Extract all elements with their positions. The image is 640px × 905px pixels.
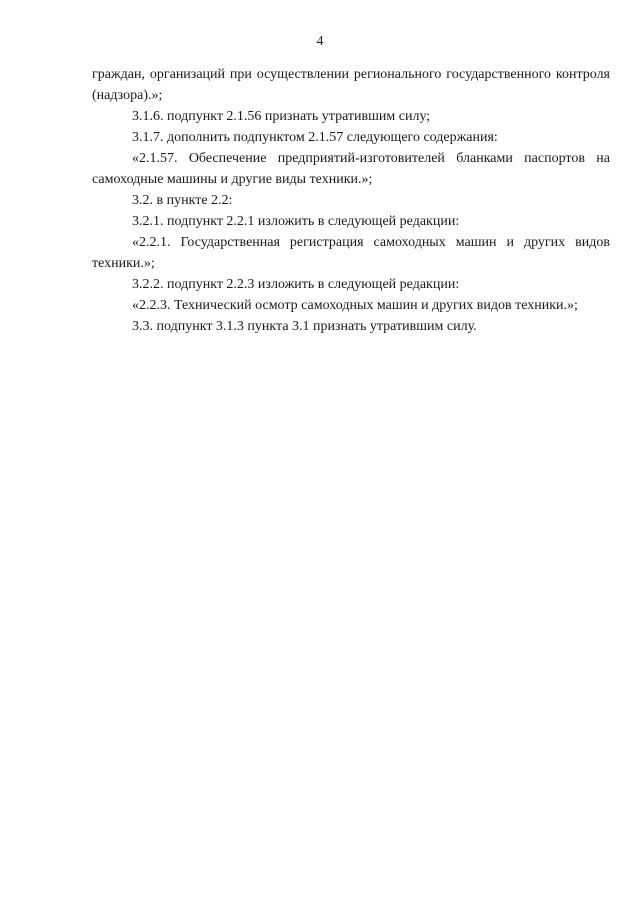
document-body [92,64,610,337]
paragraph-3-2-2: 3.2.2. подпункт 2.2.3 изложить в следующей редакции: [132,277,460,292]
paragraph-3-1-6: 3.1.6. подпункт 2.1.56 признать утратившим силу; [132,109,431,124]
paragraph-3-3: 3.3. подпункт 3.1.3 пункта 3.1 признать утратившим силу. [132,319,477,334]
paragraph-3-1-7: 3.1.7. дополнить подпунктом 2.1.57 следующего содержания: [132,130,498,145]
paragraph-2-1-57-quote: «2.1.57. Обеспечение предприятий-изготовителей бланками паспортов на самоходные машины и другие виды техники.»; [92,151,610,187]
paragraph-3-2: 3.2. в пункте 2.2: [132,193,233,208]
paragraph-2-2-3-quote: «2.2.3. Технический осмотр самоходных машин и других видов техники.»; [132,298,578,313]
paragraph-continuation: граждан, организаций при осуществлении регионального государственного контроля (надзора).»; [92,67,610,103]
paragraph-2-2-1-quote: «2.2.1. Государственная регистрация самоходных машин и других видов техники.»; [92,235,610,271]
page-number: 4 [316,34,324,49]
paragraph-3-2-1: 3.2.1. подпункт 2.2.1 изложить в следующей редакции: [132,214,460,229]
